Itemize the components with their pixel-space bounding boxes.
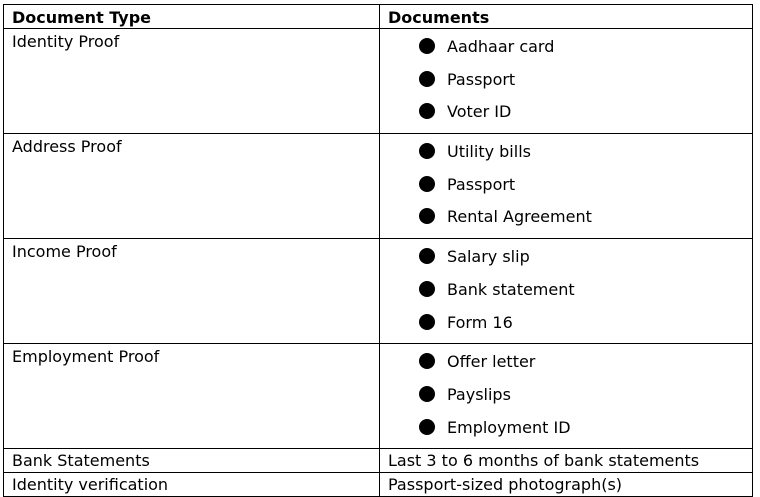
list-item bbox=[418, 100, 752, 133]
documents-list bbox=[418, 350, 752, 448]
bullet-icon bbox=[419, 103, 435, 119]
bullet-icon bbox=[419, 281, 435, 297]
list-item bbox=[418, 311, 752, 344]
list-item bbox=[418, 416, 752, 449]
bullet-icon bbox=[419, 419, 435, 435]
documents-cell bbox=[380, 344, 753, 449]
document-type-cell: Employment Proof bbox=[4, 344, 380, 449]
document-label: Passport bbox=[447, 69, 516, 89]
list-item bbox=[418, 383, 752, 416]
document-label: Form 16 bbox=[447, 312, 513, 332]
list-item bbox=[418, 205, 752, 238]
document-label: Offer letter bbox=[447, 352, 536, 372]
document-type-cell: Identity verification bbox=[4, 473, 380, 497]
document-type-cell: Income Proof bbox=[4, 239, 380, 344]
bullet-icon bbox=[419, 143, 435, 159]
table-row bbox=[4, 134, 753, 239]
bullet-icon bbox=[419, 71, 435, 87]
list-item bbox=[418, 245, 752, 278]
documents-list bbox=[418, 245, 752, 343]
bullet-icon bbox=[419, 386, 435, 402]
document-label: Bank statement bbox=[447, 279, 575, 299]
bullet-icon bbox=[419, 208, 435, 224]
bullet-icon bbox=[419, 353, 435, 369]
table-row bbox=[4, 344, 753, 449]
list-item bbox=[418, 278, 752, 311]
documents-cell: Passport-sized photograph(s) bbox=[380, 473, 753, 497]
document-type-cell: Bank Statements bbox=[4, 449, 380, 473]
list-item bbox=[418, 35, 752, 68]
header-document-type: Document Type bbox=[4, 5, 380, 29]
bullet-icon bbox=[419, 38, 435, 54]
header-row bbox=[4, 5, 753, 29]
documents-list bbox=[418, 35, 752, 133]
document-label: Payslips bbox=[447, 384, 511, 404]
document-label: Employment ID bbox=[447, 417, 571, 437]
document-label: Passport bbox=[447, 174, 516, 194]
documents-table bbox=[3, 4, 753, 497]
list-item bbox=[418, 140, 752, 173]
bullet-icon bbox=[419, 176, 435, 192]
document-label: Aadhaar card bbox=[447, 37, 555, 56]
documents-cell bbox=[380, 239, 753, 344]
document-label: Rental Agreement bbox=[447, 207, 592, 227]
document-type-cell: Identity Proof bbox=[4, 29, 380, 134]
bullet-icon bbox=[419, 248, 435, 264]
header-documents: Documents bbox=[380, 5, 753, 29]
list-item bbox=[418, 173, 752, 206]
table-row bbox=[4, 29, 753, 134]
documents-cell: Last 3 to 6 months of bank statements bbox=[380, 449, 753, 473]
list-item bbox=[418, 68, 752, 101]
document-label: Voter ID bbox=[447, 102, 512, 122]
table-row bbox=[4, 449, 753, 473]
document-label: Salary slip bbox=[447, 247, 530, 267]
document-label: Utility bills bbox=[447, 142, 531, 162]
table-row bbox=[4, 473, 753, 497]
documents-cell bbox=[380, 134, 753, 239]
table-row bbox=[4, 239, 753, 344]
documents-list bbox=[418, 140, 752, 238]
list-item bbox=[418, 350, 752, 383]
document-type-cell: Address Proof bbox=[4, 134, 380, 239]
documents-cell bbox=[380, 29, 753, 134]
bullet-icon bbox=[419, 314, 435, 330]
